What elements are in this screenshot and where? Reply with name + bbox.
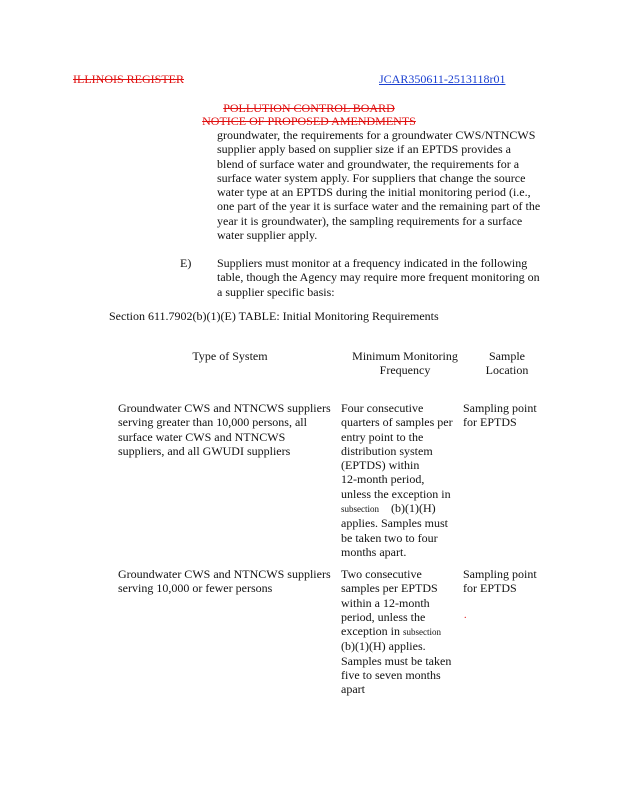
cell-line: months apart. <box>341 544 407 559</box>
paragraph-line: year it is groundwater), the sampling requirements for a surface <box>217 213 523 228</box>
paragraph-line: surface water system apply. For suppliers that change the source <box>217 170 526 185</box>
revision-mark: . <box>464 610 467 621</box>
table-row-1-type <box>118 401 340 458</box>
paragraph-line: water type at an EPTDS during the initial monitoring period (i.e., <box>217 185 531 200</box>
header-line: Minimum Monitoring <box>352 349 458 363</box>
cell-line: distribution system <box>341 443 433 458</box>
item-e-label: E) <box>180 256 192 270</box>
cell-line: applies. Samples must <box>341 516 448 531</box>
cell-line: apart <box>341 682 365 697</box>
cell-line: for EPTDS <box>463 581 517 596</box>
cell-line: for EPTDS <box>463 415 517 430</box>
subsection-ref: (b)(1)(H) <box>391 501 436 516</box>
cell-line: serving greater than 10,000 persons, all <box>118 415 307 430</box>
paragraph-line: a supplier specific basis: <box>217 284 335 299</box>
subsection-word: subsection <box>341 504 379 515</box>
paragraph-line: water supplier apply. <box>217 228 318 243</box>
cell-line: Two consecutive <box>341 567 422 581</box>
table-section-title: Section 611.7902(b)(1)(E) TABLE: Initial Monitoring Requirements <box>109 309 439 323</box>
paragraph-line: groundwater, the requirements for a groundwater CWS/NTNCWS <box>217 128 536 142</box>
cell-line: be taken two to four <box>341 530 438 545</box>
cell-line: Four consecutive <box>341 401 424 415</box>
cell-line: Groundwater CWS and NTNCWS suppliers <box>118 567 331 581</box>
table-row-1-location <box>463 401 563 430</box>
continued-paragraph <box>217 128 577 242</box>
cell-line: Groundwater CWS and NTNCWS suppliers <box>118 401 331 415</box>
cell-line: five to seven months <box>341 668 441 683</box>
exception-word: exception in <box>341 624 400 639</box>
paragraph-line: supplier apply based on supplier size if an EPTDS provides a <box>217 142 511 157</box>
header-frequency <box>340 349 470 378</box>
cell-line: surface water CWS and NTNCWS <box>118 429 286 444</box>
cell-line: entry point to the <box>341 429 424 444</box>
header-type-of-system: Type of System <box>192 349 268 363</box>
item-e-paragraph <box>217 256 577 299</box>
cell-line: Samples must be taken <box>341 653 452 668</box>
table-row-2-location <box>463 567 563 596</box>
subsection-word: subsection <box>402 627 441 638</box>
paragraph-line: table, though the Agency may require more frequent monitoring on <box>217 270 540 285</box>
table-row-2-frequency <box>341 567 465 697</box>
agency-heading: POLLUTION CONTROL BOARD <box>223 101 395 115</box>
cell-line <box>341 624 465 639</box>
register-title: ILLINOIS REGISTER <box>73 72 184 86</box>
table-row-1-frequency <box>341 401 465 559</box>
cell-line: Sampling point <box>463 567 537 581</box>
header-line: Frequency <box>379 363 431 378</box>
cell-line: (EPTDS) within <box>341 458 420 473</box>
paragraph-line: Suppliers must monitor at a frequency indicated in the following <box>217 256 528 270</box>
paragraph-line: blend of surface water and groundwater, the requirements for a <box>217 156 520 171</box>
cell-line: period, unless the <box>341 609 426 624</box>
cell-line: quarters of samples per <box>341 415 453 430</box>
cell-line: Sampling point <box>463 401 537 415</box>
cell-line: unless the exception in <box>341 486 451 501</box>
paragraph-line: one part of the year it is surface water and the remaining part of the <box>217 199 541 214</box>
cell-line <box>341 501 465 516</box>
header-line: Sample <box>489 349 525 363</box>
table-row-2-type <box>118 567 340 596</box>
jcar-reference-link[interactable]: JCAR350611-2513118r01 <box>379 72 506 86</box>
cell-line: 12-month period, <box>341 472 425 487</box>
header-location <box>472 349 542 378</box>
cell-line: suppliers, and all GWUDI suppliers <box>118 443 291 458</box>
cell-line: serving 10,000 or fewer persons <box>118 581 273 596</box>
cell-line: within a 12-month <box>341 595 430 610</box>
notice-heading: NOTICE OF PROPOSED AMENDMENTS <box>202 114 416 128</box>
cell-line: (b)(1)(H) applies. <box>341 639 426 654</box>
header-line: Location <box>485 363 529 378</box>
cell-line: samples per EPTDS <box>341 581 438 596</box>
